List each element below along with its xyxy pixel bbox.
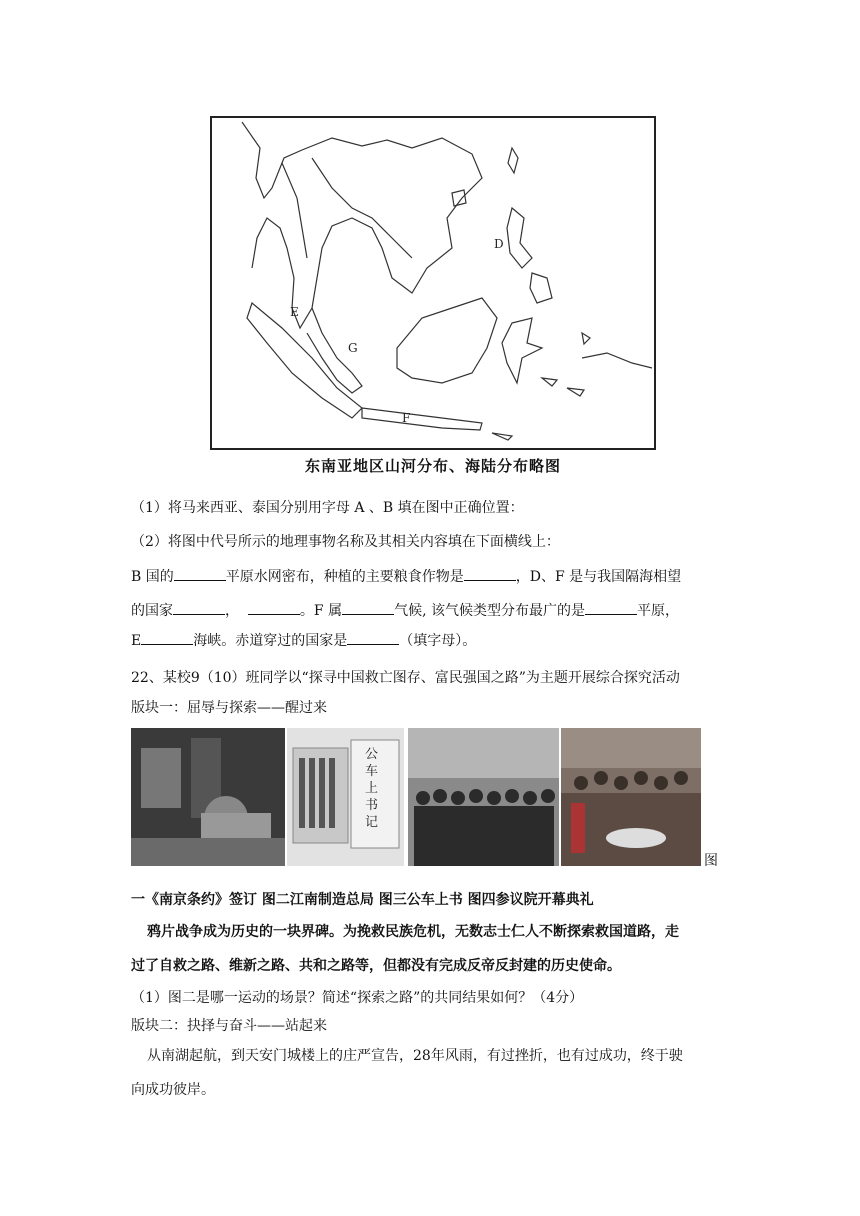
photo-2-drawing xyxy=(287,728,404,866)
line4-text-d: 气候, 该气候类型分布最广的是 xyxy=(394,603,585,619)
line3-text-a: B 国的 xyxy=(131,569,174,585)
answer-blank[interactable] xyxy=(173,600,225,615)
answer-line-1 xyxy=(131,566,681,587)
paragraph-2-line-2: 向成功彼岸。 xyxy=(131,1082,215,1098)
map-outline-drawing xyxy=(212,118,654,448)
paragraph-1-line-2: 过了自救之路、维新之路、共和之路等，但都没有完成反帝反封建的历史使命。 xyxy=(131,958,621,974)
photo-captions: 一《南京条约》签订 图二江南制造总局 图三公车上书 图四参议院开幕典礼 xyxy=(131,892,594,908)
line4-text-b: ， xyxy=(225,603,239,619)
map-label-d: D xyxy=(494,237,504,251)
photo-caption-tail: 图 xyxy=(704,853,718,869)
map-caption: 东南亚地区山河分布、海陆分布略图 xyxy=(304,457,561,475)
photo-jiangnan-arsenal xyxy=(287,728,404,866)
answer-blank[interactable] xyxy=(248,600,300,615)
line3-text-b: 平原水网密布，种植的主要粮食作物是 xyxy=(225,569,464,585)
photo-treaty-of-nanjing xyxy=(131,728,285,866)
answer-line-2 xyxy=(131,600,679,621)
photo-2-title-text: 公车上书记 xyxy=(365,747,379,830)
answer-blank[interactable] xyxy=(347,630,399,645)
photo-senate-opening xyxy=(561,728,701,866)
photo-3-drawing xyxy=(408,728,559,866)
answer-blank[interactable] xyxy=(464,566,516,581)
map-label-e: E xyxy=(290,305,299,319)
line4-text-c: 。F 属 xyxy=(299,603,343,619)
answer-blank[interactable] xyxy=(174,566,226,581)
line4-text-a: 的国家 xyxy=(131,603,173,619)
sub-question-1: （1）图二是哪一运动的场景？简述“探索之路”的共同结果如何？（4分） xyxy=(131,990,584,1006)
question-22-title: 22、某校9（10）班同学以“探寻中国救亡图存、富民强国之路”为主题开展综合探究活动 xyxy=(131,670,680,686)
paragraph-1-line-1: 鸦片战争成为历史的一块界碑。为挽救民族危机，无数志士仁人不断探索救国道路，走 xyxy=(147,924,679,940)
question-1: （1）将马来西亚、泰国分别用字母 A 、B 填在图中正确位置： xyxy=(131,500,524,516)
answer-blank[interactable] xyxy=(141,630,193,645)
line5-text-c: （填字母）。 xyxy=(399,633,477,649)
answer-blank[interactable] xyxy=(342,600,394,615)
map-label-g: G xyxy=(348,341,358,355)
map-label-f: F xyxy=(402,411,411,425)
line3-text-c: ，D、F 是与我国隔海相望 xyxy=(515,569,682,585)
line4-text-e: 平原， xyxy=(636,603,679,619)
photo-gongche-shangshu xyxy=(408,728,559,866)
question-2: （2）将图中代号所示的地理事物名称及其相关内容填在下面横线上： xyxy=(131,534,560,550)
section-1-heading: 版块一：屈辱与探索——醒过来 xyxy=(131,700,327,716)
answer-blank[interactable] xyxy=(585,600,637,615)
photo-4-drawing xyxy=(561,728,701,866)
southeast-asia-map xyxy=(210,116,656,450)
paragraph-2-line-1: 从南湖起航，到天安门城楼上的庄严宣告，28年风雨，有过挫折，也有过成功，终于驶 xyxy=(147,1048,683,1064)
section-2-heading: 版块二：抉择与奋斗——站起来 xyxy=(131,1018,327,1034)
answer-line-3 xyxy=(131,630,476,651)
photo-1-drawing xyxy=(131,728,285,866)
line5-text-b: 海峡。赤道穿过的国家是 xyxy=(193,633,348,649)
line5-text-a: E xyxy=(131,633,142,649)
